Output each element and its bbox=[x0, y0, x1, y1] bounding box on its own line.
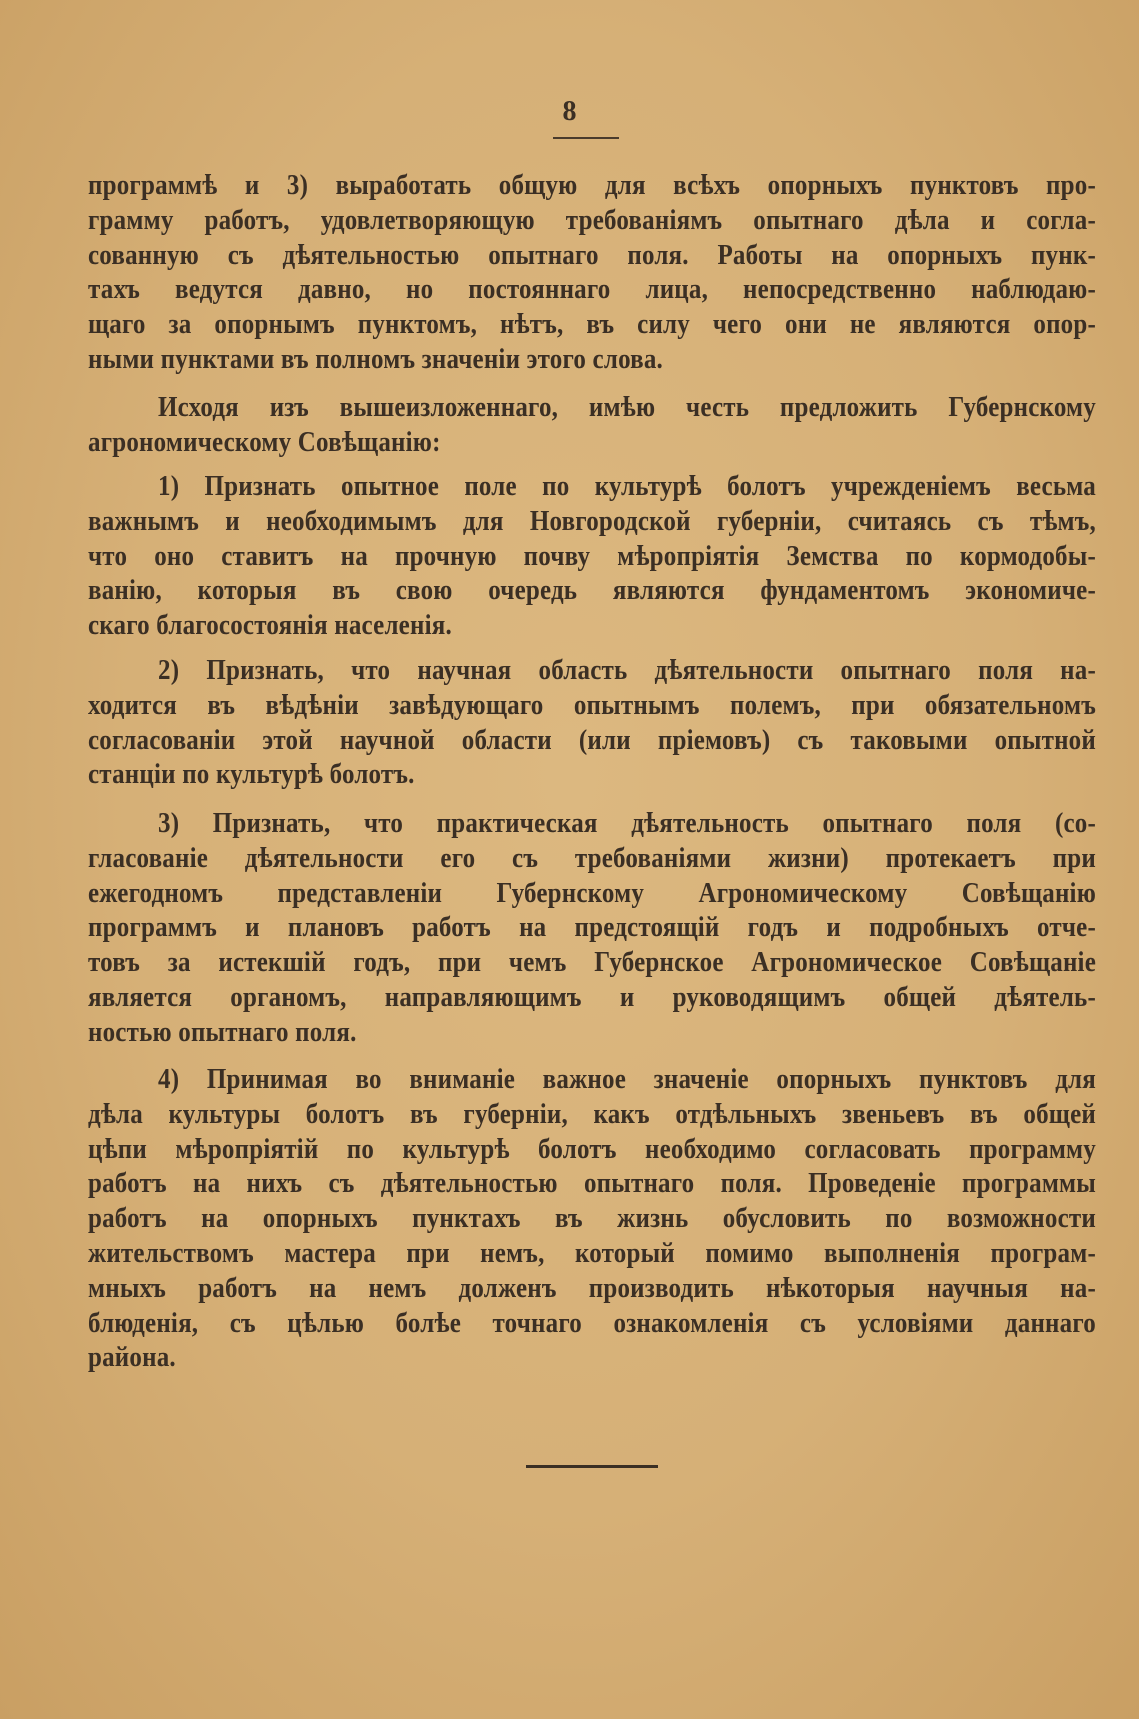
page-number-underline bbox=[553, 137, 619, 139]
text-line: товъ за истекшій годъ, при чемъ Губернское Агрономическое Совѣщаніе bbox=[88, 947, 1096, 978]
text-line: ежегодномъ представленіи Губернскому Агрономическому Совѣщанію bbox=[88, 877, 1096, 909]
text-line: тахъ ведутся давно, но постояннаго лица, непосредственно наблюдаю- bbox=[88, 274, 1096, 305]
end-rule bbox=[526, 1465, 658, 1468]
text-line: гласованіе дѣятельности его съ требованіями жизни) протекаетъ при bbox=[88, 843, 1096, 874]
text-line: скаго благосостоянія населенія. bbox=[88, 610, 452, 641]
text-line: 1) Признать опытное поле по культурѣ болотъ учрежденіемъ весьма bbox=[158, 471, 1096, 502]
text-line: ванію, которыя въ свою очередь являются фундаментомъ экономиче- bbox=[88, 575, 1096, 606]
text-line: дѣла культуры болотъ въ губерніи, какъ отдѣльныхъ звеньевъ въ общей bbox=[88, 1099, 1096, 1130]
text-line: является органомъ, направляющимъ и руководящимъ общей дѣятель- bbox=[88, 982, 1096, 1013]
paragraph bbox=[88, 1063, 1096, 1376]
text-line: ностью опытнаго поля. bbox=[88, 1017, 357, 1048]
text-line: ными пунктами въ полномъ значеніи этого слова. bbox=[88, 344, 664, 375]
text-line: работъ на опорныхъ пунктахъ въ жизнь обусловить по возможности bbox=[88, 1203, 1096, 1234]
text-line: мныхъ работъ на немъ долженъ производить нѣкоторыя научныя на- bbox=[88, 1273, 1096, 1304]
text-line: грамму работъ, удовлетворяющую требованіямъ опытнаго дѣла и согла- bbox=[88, 205, 1096, 236]
text-line: Исходя изъ вышеизложеннаго, имѣю честь предложить Губернскому bbox=[158, 392, 1096, 423]
text-line: работъ на нихъ съ дѣятельностью опытнаго поля. Проведеніе программы bbox=[88, 1168, 1096, 1199]
text-line: что оно ставитъ на прочную почву мѣропріятія Земства по кормодобы- bbox=[88, 540, 1096, 572]
text-line: 2) Признать, что научная область дѣятельности опытнаго поля на- bbox=[158, 655, 1096, 686]
text-line: программъ и плановъ работъ на предстоящій годъ и подробныхъ отче- bbox=[88, 912, 1096, 943]
paragraph bbox=[88, 470, 1096, 644]
page-number: 8 bbox=[562, 96, 577, 127]
text-line: согласованіи этой научной области (или пріемовъ) съ таковыми опытной bbox=[88, 724, 1096, 756]
text-line: щаго за опорнымъ пунктомъ, нѣтъ, въ силу чего они не являются опор- bbox=[88, 309, 1096, 340]
paragraph bbox=[88, 654, 1096, 793]
text-line: района. bbox=[88, 1342, 176, 1373]
text-line: станціи по культурѣ болотъ. bbox=[88, 759, 415, 790]
paragraph bbox=[88, 169, 1096, 378]
paragraph bbox=[88, 807, 1096, 1051]
text-line: сованную съ дѣятельностью опытнаго поля. Работы на опорныхъ пунк- bbox=[88, 239, 1096, 271]
text-line: цѣпи мѣропріятій по культурѣ болотъ необходимо согласовать программу bbox=[88, 1133, 1096, 1165]
text-line: ходится въ вѣдѣніи завѣдующаго опытнымъ полемъ, при обязательномъ bbox=[88, 690, 1096, 721]
paragraph bbox=[88, 391, 1096, 461]
text-line: блюденія, съ цѣлью болѣе точнаго ознакомленія съ условіями даннаго bbox=[88, 1307, 1096, 1339]
text-line: 3) Признать, что практическая дѣятельность опытнаго поля (со- bbox=[158, 808, 1096, 839]
text-line: агрономическому Совѣщанію: bbox=[88, 427, 441, 458]
text-line: важнымъ и необходимымъ для Новгородской губерніи, считаясь съ тѣмъ, bbox=[88, 506, 1096, 537]
text-line: программѣ и 3) выработать общую для всѣхъ опорныхъ пунктовъ про- bbox=[88, 170, 1096, 201]
text-line: 4) Принимая во вниманіе важное значеніе опорныхъ пунктовъ для bbox=[158, 1064, 1096, 1095]
text-line: жительствомъ мастера при немъ, который помимо выполненія програм- bbox=[88, 1238, 1096, 1269]
